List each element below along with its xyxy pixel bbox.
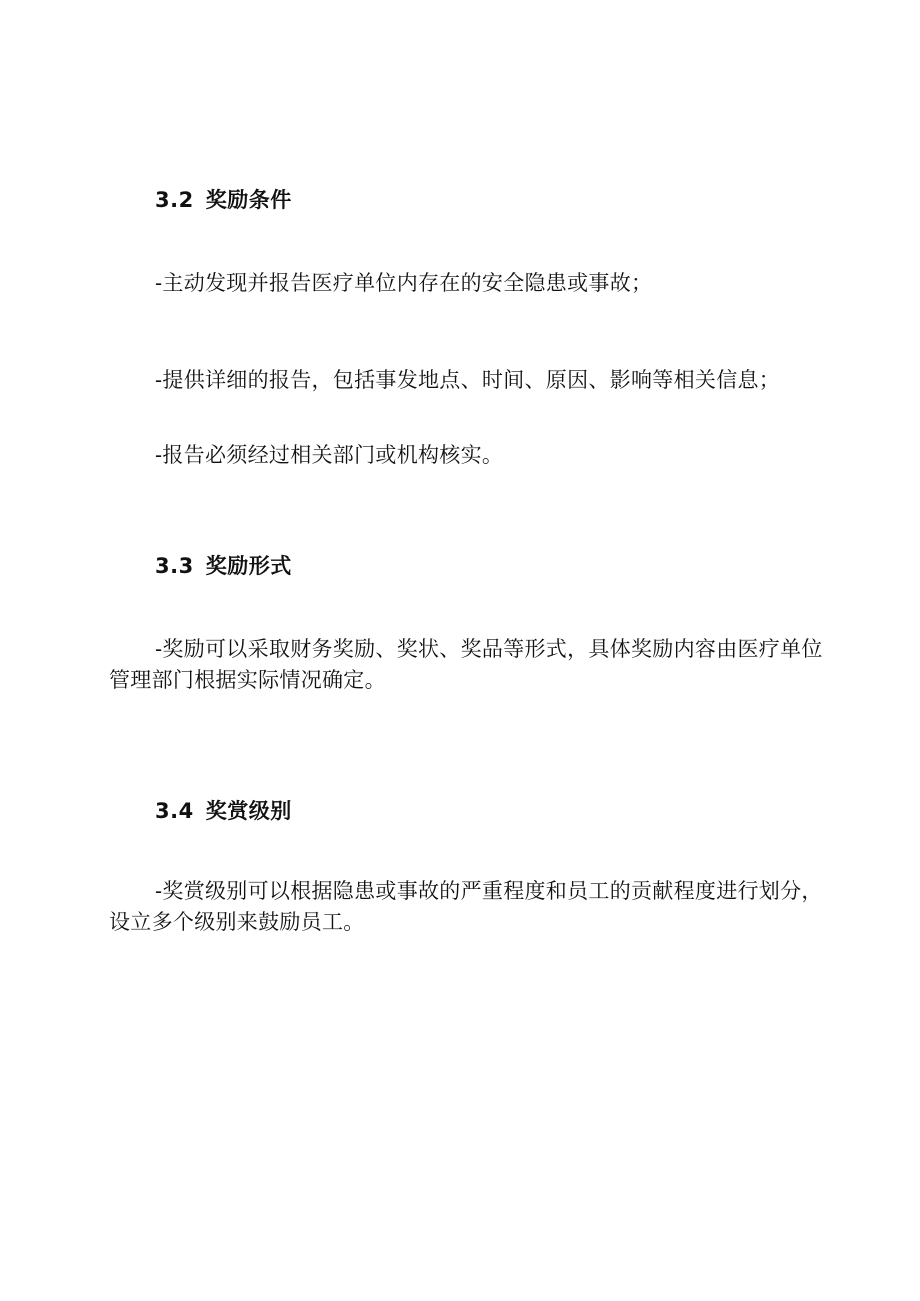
section-title: 奖励形式 (205, 554, 292, 578)
section-title: 奖赏级别 (205, 799, 292, 823)
section-number: 3.4 (155, 799, 194, 823)
paragraph: -主动发现并报告医疗单位内存在的安全隐患或事故； (155, 271, 653, 295)
paragraph: -提供详细的报告，包括事发地点、时间、原因、影响等相关信息； (155, 368, 781, 392)
section-number: 3.2 (155, 188, 194, 212)
section-heading-3-2 (155, 184, 292, 214)
section-heading-3-4 (155, 795, 292, 825)
section-heading-3-3 (155, 550, 292, 580)
paragraph: -奖赏级别可以根据隐患或事故的严重程度和员工的贡献程度进行划分，设立多个级别来鼓励员工。 (109, 879, 823, 934)
paragraph: -报告必须经过相关部门或机构核实。 (155, 443, 504, 467)
section-title: 奖励条件 (205, 188, 292, 212)
section-number: 3.3 (155, 554, 194, 578)
paragraph: -奖励可以采取财务奖励、奖状、奖品等形式，具体奖励内容由医疗单位管理部门根据实际情况确定。 (109, 637, 823, 692)
